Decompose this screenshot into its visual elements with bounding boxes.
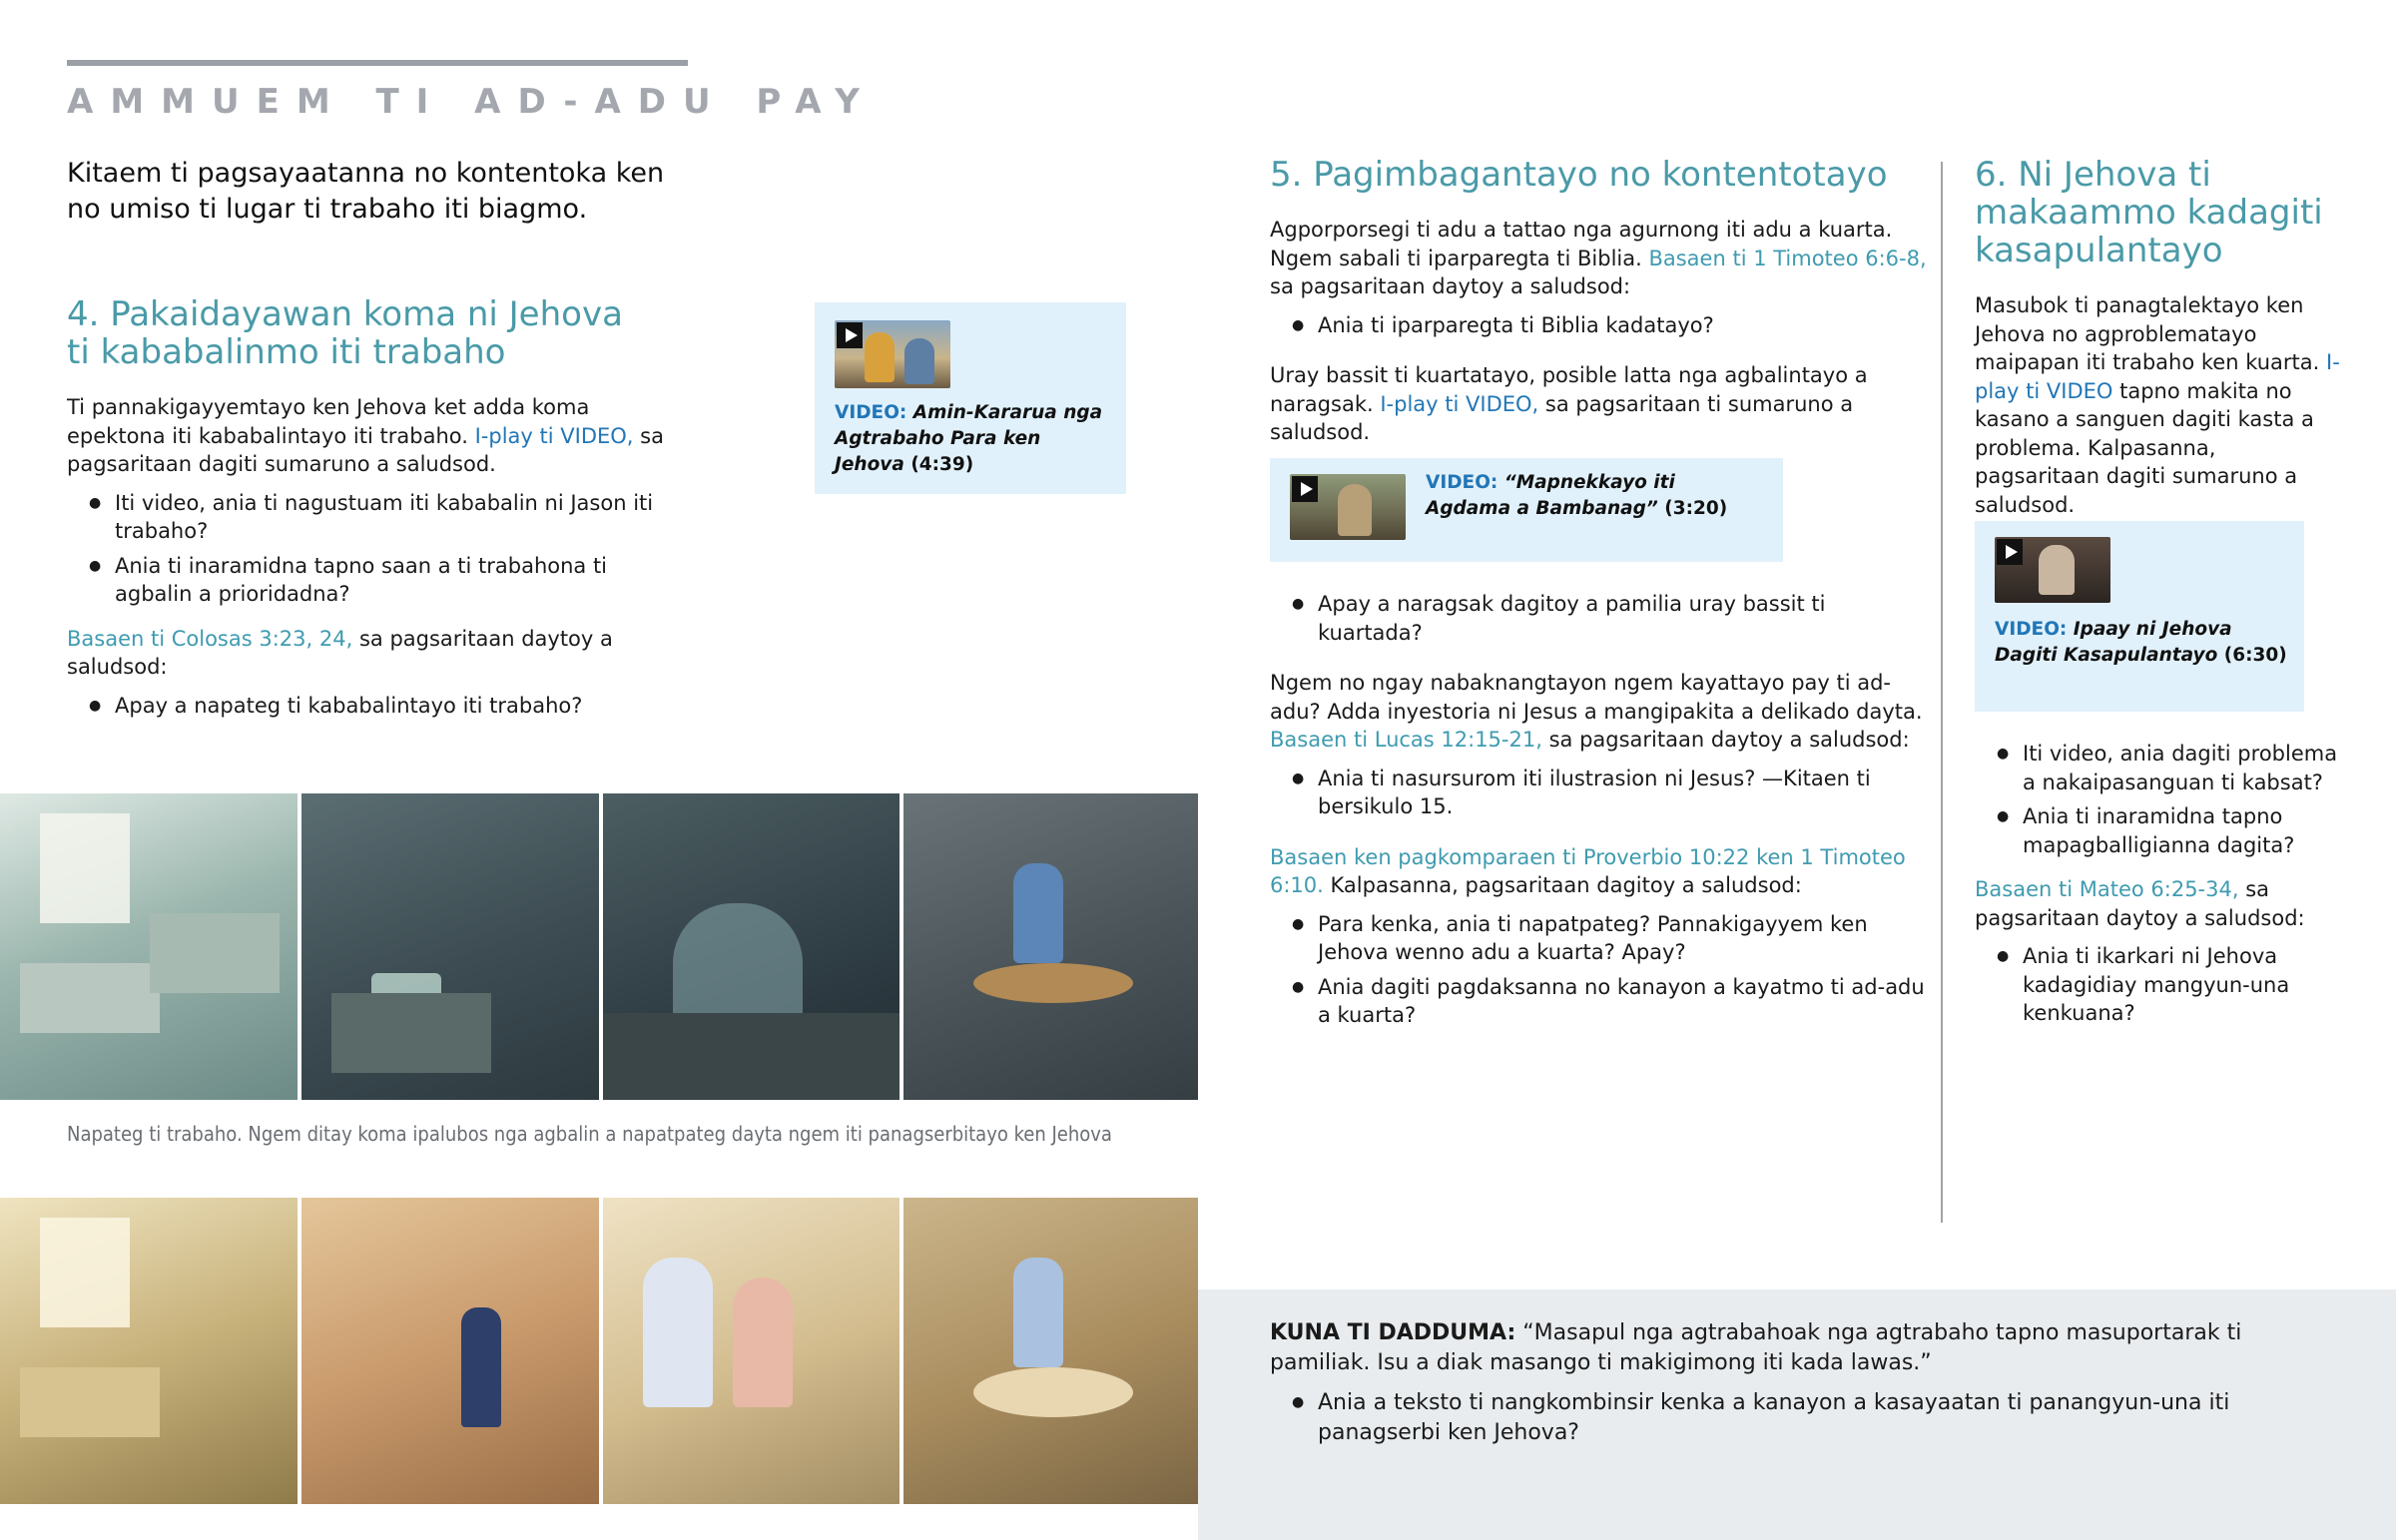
play-icon[interactable] — [837, 322, 863, 348]
paragraph-text: Masubok ti panagtalektayo ken Jehova no agproblematayo maipapan iti trabaho ken kuarta. — [1975, 293, 2320, 374]
section-5-continued — [1270, 590, 1929, 1036]
paragraph-tail: sa pagsaritaan ti sumaruno a saludsod. — [1270, 391, 1854, 444]
scripture-link[interactable]: Basaen ken pagkomparaen ti Proverbio 10:22 ken 1 Timoteo 6:10. — [1270, 844, 1906, 897]
section-4-questions-2 — [67, 692, 686, 721]
section-4-title-line2: ti kababalinmo iti trabaho — [67, 332, 506, 372]
list-item: ● Ania dagiti pagdaksanna no kanayon a kayatmo ti ad-adu a kuarta? — [1270, 973, 1929, 1030]
section-5-questions-4 — [1270, 910, 1929, 1030]
section-4-title — [67, 295, 706, 371]
list-item: ● Ania ti inaramidna tapno saan a ti trabahona ti agbalin a prioridadna? — [67, 552, 686, 609]
section-5-questions-2 — [1270, 590, 1929, 647]
paragraph-text: Agporporsegi ti adu a tattao nga agurnong iti adu a kuarta. Ngem sabali ti iparparegta ti Biblia. — [1270, 218, 1893, 270]
section-4-read — [67, 625, 686, 682]
kitchen-photo-4 — [903, 793, 1198, 1100]
section-6-questions-2 — [1975, 942, 2344, 1028]
scripture-link[interactable]: Basaen ti Mateo 6:25-34, — [1975, 877, 2239, 901]
paragraph-tail: sa pagsaritaan daytoy a saludsod: — [1270, 274, 1631, 298]
office-photo-1 — [0, 793, 298, 1100]
play-video-link[interactable]: I-play ti VIDEO, — [1380, 391, 1539, 416]
section-label: AMMUEM TI AD-ADU PAY — [67, 82, 877, 122]
list-item: ● Apay a napateg ti kababalintayo iti trabaho? — [67, 692, 686, 721]
scripture-link[interactable]: Basaen ti Colosas 3:23, 24, — [67, 626, 353, 651]
callout-lead: KUNA TI DADDUMA: — [1270, 1320, 1516, 1345]
list-item: ● Ania ti nasursurom iti ilustrasion ni Jesus? —Kitaen ti bersikulo 15. — [1270, 765, 1929, 821]
video-duration: (4:39) — [910, 454, 974, 475]
paragraph-tail: Kalpasanna, pagsaritaan dagitoy a saludsod: — [1330, 873, 1802, 897]
video-card-5[interactable] — [1270, 458, 1783, 562]
paragraph-tail: sa pagsaritaan daytoy a saludsod: — [1548, 728, 1910, 752]
video-caption — [1995, 617, 2294, 669]
list-item: ● Para kenka, ania ti napatpateg? Pannakigayyem ken Jehova wenno adu a kuarta? Apay? — [1270, 910, 1929, 967]
paragraph-text: Ti pannakigayyemtayo ken Jehova ket adda koma epektona iti kababalintayo iti trabaho. — [67, 395, 590, 448]
video-thumbnail[interactable] — [835, 320, 950, 388]
video-card-6[interactable] — [1975, 521, 2304, 712]
video-caption — [1426, 470, 1765, 522]
video-label: VIDEO: — [1995, 619, 2068, 640]
play-video-link[interactable]: I-play ti VIDEO, — [474, 423, 634, 448]
section-4-questions — [67, 489, 686, 609]
section-4 — [67, 295, 706, 726]
top-rule — [67, 60, 688, 66]
section-4-paragraph — [67, 393, 686, 479]
family-photo-8 — [903, 1198, 1198, 1504]
video-title: Amin-Kararua nga Agtrabaho Para ken Jehova — [835, 402, 1103, 475]
video-caption — [835, 400, 1114, 478]
read-tail: sa pagsaritaan daytoy a saludsod: — [67, 626, 613, 679]
office-photo-6 — [301, 1198, 599, 1504]
list-item: ● Iti video, ania dagiti problema a nakaipasanguan ti kabsat? — [1975, 740, 2344, 796]
video-card-4[interactable] — [815, 302, 1126, 494]
section-5-body — [1270, 216, 1929, 447]
list-item: ● Ania ti iparparegta ti Biblia kadatayo? — [1270, 311, 1929, 340]
section-5 — [1270, 156, 1929, 447]
section-5-title: 5. Pagimbagantayo no kontentotayo — [1270, 155, 1888, 195]
section-6-read — [1975, 875, 2344, 932]
play-icon[interactable] — [1292, 476, 1318, 502]
section-5-questions-1 — [1270, 311, 1929, 340]
callout-quote — [1270, 1318, 2348, 1378]
list-item: ● Ania ti ikarkari ni Jehova kadagidiay mangyun-una kenkuana? — [1975, 942, 2344, 1028]
video-title: “Mapnekkayo iti Agdama a Bambanag” — [1426, 472, 1675, 519]
section-6 — [1975, 156, 2344, 519]
section-5-paragraph-4 — [1270, 843, 1929, 900]
play-video-link[interactable]: I-play ti VIDEO — [1975, 350, 2340, 403]
section-4-title-line1: 4. Pakaidayawan koma ni Jehova — [67, 294, 623, 334]
section-6-title: 6. Ni Jehova ti makaammo kadagiti kasapulantayo — [1975, 155, 2323, 270]
callout-questions — [1270, 1388, 2348, 1448]
scripture-link[interactable]: Basaen ti Lucas 12:15-21, — [1270, 728, 1542, 752]
play-icon[interactable] — [1997, 539, 2023, 565]
paragraph-text: Ngem no ngay nabaknangtayon ngem kayattayo pay ti ad-adu? Adda inyestoria ni Jesus a mangipakita a delikado dayta. — [1270, 671, 1923, 724]
video-label: VIDEO: — [835, 402, 907, 423]
paragraph-text: Uray bassit ti kuartatayo, posible latta nga agbalintayo a naragsak. — [1270, 363, 1868, 416]
paragraph-tail: sa pagsaritaan dagiti sumaruno a saludsod. — [67, 423, 664, 476]
video-title: Ipaay ni Jehova Dagiti Kasapulantayo — [1995, 619, 2232, 666]
photo-caption: Napateg ti trabaho. Ngem ditay koma ipalubos nga agbalin a napatpateg dayta ngem iti panagserbitayo ken Jehova — [67, 1122, 1112, 1146]
video-duration: (3:20) — [1664, 498, 1728, 519]
section-5-paragraph-1 — [1270, 216, 1929, 301]
paragraph-tail: tapno makita no kasano a sanguen dagiti kasta a problema. Kalpasanna, pagsaritaan dagiti sumaruno a saludsod. — [1975, 378, 2314, 517]
video-duration: (6:30) — [2223, 645, 2287, 666]
callout-quote-text: “Masapul nga agtrabahoak nga agtrabaho tapno masuportarak ti pamiliak. Isu a diak masango ti makigimong iti kada lawas.” — [1270, 1320, 2242, 1375]
office-photo-2 — [301, 793, 599, 1100]
section-5-paragraph-2 — [1270, 361, 1929, 447]
read-tail: sa pagsaritaan daytoy a saludsod: — [1975, 877, 2305, 930]
section-6-continued — [1975, 740, 2344, 1034]
callout-text — [1270, 1318, 2348, 1454]
intro-text: Kitaem ti pagsayaatanna no kontentoka ken no umiso ti lugar ti trabaho iti biagmo. — [67, 158, 665, 225]
section-6-paragraph — [1975, 291, 2344, 519]
family-photo-7 — [603, 1198, 899, 1504]
list-item: ● Ania ti inaramidna tapno mapagballigianna dagita? — [1975, 802, 2344, 859]
section-5-questions-3 — [1270, 765, 1929, 821]
section-5-paragraph-3 — [1270, 669, 1929, 755]
list-item: ● Iti video, ania ti nagustuam iti kababalin ni Jason iti trabaho? — [67, 489, 686, 546]
scripture-link[interactable]: Basaen ti 1 Timoteo 6:6-8, — [1648, 246, 1927, 270]
office-photo-5 — [0, 1198, 298, 1504]
office-photo-3 — [603, 793, 899, 1100]
video-thumbnail[interactable] — [1290, 474, 1406, 540]
section-6-body — [1975, 291, 2344, 519]
section-6-questions-1 — [1975, 740, 2344, 859]
video-label: VIDEO: — [1426, 472, 1498, 493]
section-4-body — [67, 393, 686, 720]
video-thumbnail[interactable] — [1995, 537, 2110, 603]
column-divider — [1941, 162, 1943, 1223]
list-item: ● Ania a teksto ti nangkombinsir kenka a kanayon a kasayaatan ti panangyun-una iti panagserbi ken Jehova? — [1270, 1388, 2348, 1448]
list-item: ● Apay a naragsak dagitoy a pamilia uray bassit ti kuartada? — [1270, 590, 1929, 647]
